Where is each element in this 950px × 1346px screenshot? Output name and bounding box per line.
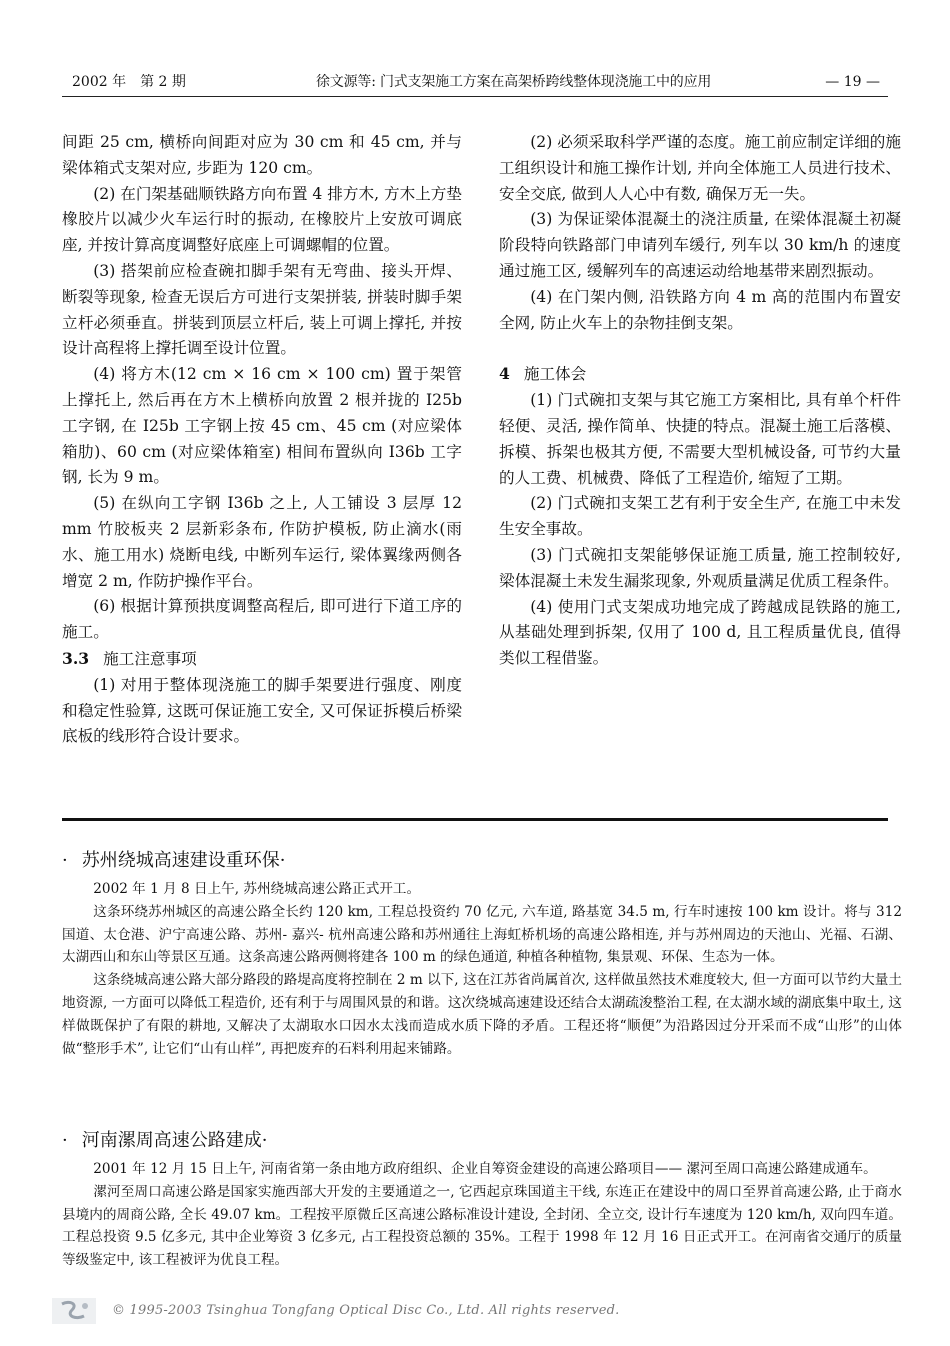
copyright-text: © 1995-2003 Tsinghua Tongfang Optical Disc Co., Ltd. All rights reserved. [112, 1303, 620, 1318]
news-item-henan [62, 1126, 902, 1272]
paragraph: (6) 根据计算预拱度调整高程后, 即可进行下道工序的施工。 [62, 597, 462, 642]
news-title [62, 1126, 902, 1156]
paragraph: 2002 年 1 月 8 日上午, 苏州绕城高速公路正式开工。 [93, 881, 421, 897]
section-heading-3-3 [62, 646, 462, 673]
paragraph: (5) 在纵向工字钢 I36b 之上, 人工铺设 3 层厚 12 mm 竹胶板夹 2 层新彩条布, 作防护模板, 防止滴水(雨水、施工用水) 烧断电线, 中断列车运行, 梁体翼缘两侧各增宽 2 m, 作防护操作平台。 [62, 494, 462, 590]
paragraph: (2) 必须采取科学严谨的态度。施工前应制定详细的施工组织设计和施工操作计划, 并向全体施工人员进行技术、安全交底, 做到人人心中有数, 确保万无一失。 [499, 133, 901, 203]
journal-issue-number: 第 2 期 [140, 74, 186, 90]
section-number: 3.3 [62, 648, 90, 668]
journal-issue [72, 70, 200, 94]
paragraph: (4) 在门架内侧, 沿铁路方向 4 m 高的范围内布置安全网, 防止火车上的杂物挂倒支架。 [499, 287, 901, 332]
news-item-suzhou [62, 846, 902, 1060]
section-divider [62, 818, 888, 821]
paragraph: (3) 搭架前应检查碗扣脚手架有无弯曲、接头开焊、断裂等现象, 检查无误后方可进行支架拼装, 拼装时脚手架立杆必须垂直。拼装到顶层立杆后, 装上可调上撑托, 并按设计高程将上撑托调至设计位置。 [62, 261, 462, 358]
paragraph: (3) 为保证梁体混凝土的浇注质量, 在梁体混凝土初凝阶段特向铁路部门申请列车缓行, 列车以 30 km/h 的速度通过施工区, 缓解列车的高速运动给地基带来剧烈振动。 [499, 210, 901, 280]
publisher-logo-icon [52, 1298, 96, 1324]
paragraph: 这条环绕苏州城区的高速公路全长约 120 km, 工程总投资约 70 亿元, 六车道, 路基宽 34.5 m, 行车时速按 100 km 设计。将与 312 国道、太仓港、沪宁高速公路、苏州- 嘉兴- 杭州高速公路和苏州通往上海虹桥机场的高速公路相连, 并与苏州周边的天池山、光福、石湖、太湖西山和东山等景区互通。这条高速公路两侧将建各 100 m 的绿色通道, 种植各种植物, 集景观、环保、生态为一体。 [62, 903, 902, 966]
section-title: 施工注意事项 [103, 649, 197, 668]
right-column [499, 130, 901, 672]
section-heading-4 [499, 361, 901, 388]
paragraph: (1) 门式碗扣支架与其它施工方案相比, 具有单个杆件轻便、灵活, 操作简单、快捷的特点。混凝土施工后落模、拆模、拆架也极其方便, 不需要大型机械设备, 可节约大量的人工费、机械费、降低了工程造价, 缩短了工期。 [499, 391, 901, 487]
paragraph: (1) 对用于整体现浇施工的脚手架要进行强度、刚度和稳定性验算, 这既可保证施工安全, 又可保证拆模后桥梁底板的线形符合设计要求。 [62, 675, 462, 746]
paragraph: (2) 在门架基础顺铁路方向布置 4 排方木, 方木上方垫橡胶片以减少火车运行时的振动, 在橡胶片上安放可调底座, 并按计算高度调整好底座上可调螺帽的位置。 [62, 184, 462, 255]
journal-year: 2002 年 [72, 74, 127, 90]
article-title-header: 徐文源等: 门式支架施工方案在高架桥跨线整体现浇施工中的应用 [316, 74, 712, 90]
paragraph: 2001 年 12 月 15 日上午, 河南省第一条由地方政府组织、企业自筹资金建设的高速公路项目—— 漯河至周口高速公路建成通车。 [93, 1161, 877, 1177]
paragraph: (4) 将方木(12 cm × 16 cm × 100 cm) 置于架管上撑托上, 然后再在方木上横桥向放置 2 根并拢的 I25b 工字钢, 在 I25b 工字钢上按 45 cm、45 cm (对应梁体箱肋)、60 cm (对应梁体箱室) 相间布置纵向 I36b 工字钢, 长为 9 m。 [62, 365, 462, 487]
section-title: 施工体会 [523, 365, 587, 384]
news-title-text: 苏州绕城高速建设重环保· [81, 850, 286, 871]
page-number: — 19 — [825, 74, 880, 90]
paragraph: (2) 门式碗扣支架工艺有利于安全生产, 在施工中未发生安全事故。 [499, 494, 901, 539]
bullet: · [62, 1130, 68, 1151]
paragraph: 漯河至周口高速公路是国家实施西部大开发的主要通道之一, 它西起京珠国道主干线, 东连正在建设中的周口至界首高速公路, 止于商水县境内的周商公路, 全长 49.07 km。工程按平原微丘区高速公路标准设计建设, 全封闭、全立交, 设计行车速度为 120 km/h, 双向四车道。工程总投资 9.5 亿多元, 其中企业筹资 3 亿多元, 占工程投资总额的 35%。工程于 1998 年 12 月 16 日正式开工。在河南省交通厅的质量等级鉴定中, 该工程被评为优良工程。 [62, 1183, 902, 1269]
bullet: · [62, 850, 68, 871]
running-header [62, 70, 888, 94]
paragraph: 这条绕城高速公路大部分路段的路堤高度将控制在 2 m 以下, 这在江苏省尚属首次, 这样做虽然技术难度较大, 但一方面可以节约大量土地资源, 一方面可以降低工程造价, 还有利于与周围风景的和谐。这次绕城高速建设还结合太湖疏浚整治工程, 在太湖水域的湖底集中取土, 这样做既保护了有限的耕地, 又解决了太湖取水口因水太浅而造成水质下降的矛盾。工程还将“顺便”为沿路因过分开采而不成“山形”的山体做“整形手术”, 让它们“山有山样”, 再把废弃的石料利用起来铺路。 [62, 972, 902, 1057]
paragraph: (4) 使用门式支架成功地完成了跨越成昆铁路的施工, 从基础处理到拆架, 仅用了 100 d, 且工程质量优良, 值得类似工程借鉴。 [499, 597, 901, 668]
paragraph: (3) 门式碗扣支架能够保证施工质量, 施工控制较好, 梁体混凝土未发生漏浆现象, 外观质量满足优质工程条件。 [499, 545, 901, 590]
section-number: 4 [499, 364, 510, 384]
copyright-footer [52, 1296, 932, 1326]
news-title-text: 河南漯周高速公路建成· [81, 1130, 268, 1151]
header-rule [62, 96, 888, 97]
paragraph: 间距 25 cm, 横桥向间距对应为 30 cm 和 45 cm, 并与梁体箱式支架对应, 步距为 120 cm。 [62, 133, 462, 177]
left-column [62, 130, 462, 750]
news-title [62, 846, 902, 876]
